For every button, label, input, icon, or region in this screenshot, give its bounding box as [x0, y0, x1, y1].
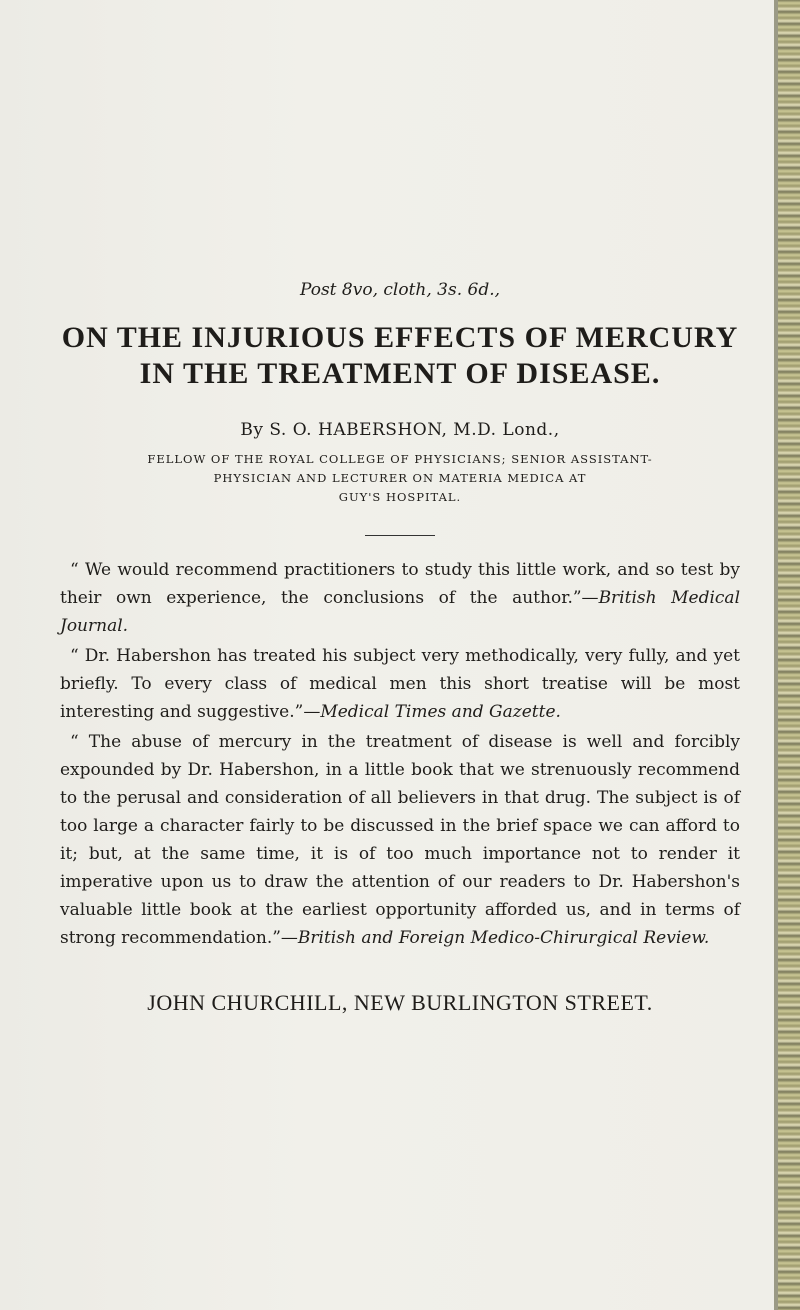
advertisement — [60, 270, 740, 1038]
review-quote — [60, 642, 740, 726]
author-credentials — [90, 450, 710, 507]
review-source: British and Foreign Medico-Chirurgical Review. — [297, 928, 710, 948]
publisher-line: JOHN CHURCHILL, NEW BURLINGTON STREET. — [147, 990, 653, 1015]
credentials-line-1: FELLOW OF THE ROYAL COLLEGE OF PHYSICIANS; SENIOR ASSISTANT- — [147, 452, 653, 466]
review-source: Medical Times and Gazette. — [320, 702, 561, 722]
review-quote — [60, 728, 740, 952]
credentials-line-3: GUY'S HOSPITAL. — [338, 490, 462, 504]
review-text: “ The abuse of mercury in the treatment of disease is well and forcibly expounded by Dr. Habershon, in a little book that we strenuously recommend to the perusal and consideration of all believers in that drug. The subject is of too large a character fairly to be discussed in the brief space we can afford to it; but, at the same time, it is of too much importance not to render it imperative upon us to draw the attention of our readers to Dr. Habershon's valuable little book at the earliest opportunity afforded us, and in terms of strong recommendation.”— — [60, 732, 740, 948]
divider-rule — [365, 535, 435, 536]
binding-edge — [778, 0, 800, 1310]
title-line-2: IN THE TREATMENT OF DISEASE. — [139, 357, 661, 390]
title-line-1: ON THE INJURIOUS EFFECTS OF MERCURY — [61, 321, 739, 354]
review-quote — [60, 556, 740, 640]
credentials-line-2: PHYSICIAN AND LECTURER ON MATERIA MEDICA AT — [213, 471, 587, 485]
book-title — [60, 320, 740, 392]
review-source: British Medical Journal. — [60, 588, 740, 636]
price-line: Post 8vo, cloth, 3s. 6d., — [299, 280, 501, 300]
review-text: “ We would recommend practitioners to study this little work, and so test by their own experience, the conclusions of the author.”— — [60, 560, 740, 608]
author-line: By S. O. HABERSHON, M.D. Lond., — [240, 420, 560, 440]
review-text: “ Dr. Habershon has treated his subject very methodically, very fully, and yet briefly. To every class of medical men this short treatise will be most interesting and suggestive.”— — [60, 646, 740, 722]
